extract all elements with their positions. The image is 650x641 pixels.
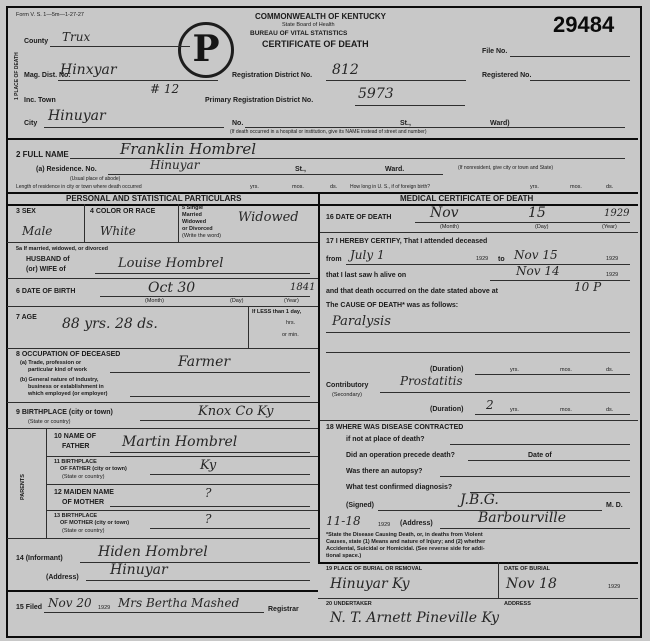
city-ward-label: Ward) <box>490 120 510 127</box>
father-birth-label-2: OF FATHER (city or town) <box>60 466 127 472</box>
last-saw-value: Nov 14 <box>516 264 560 278</box>
burial-year: 1929 <box>608 584 621 590</box>
registered-no-label: Registered No. <box>482 72 532 79</box>
father-label-1: 10 NAME OF <box>54 433 97 440</box>
duration-label-1: (Duration) <box>430 366 464 373</box>
duration-yrs-1: yrs. <box>510 367 519 373</box>
burial-label: 19 PLACE OF BURIAL OR REMOVAL <box>326 566 423 572</box>
signed-address-label: (Address) <box>400 520 433 527</box>
marital-married: Married <box>182 212 202 218</box>
burial-date-value: Nov 18 <box>506 576 557 592</box>
length-ds: ds. <box>330 184 338 190</box>
mag-dist-value: Hinxyar <box>60 62 117 78</box>
mother-value: ? <box>205 486 212 500</box>
secondary-label: (Secondary) <box>332 392 362 398</box>
age-value: 88 yrs. 28 ds. <box>62 316 158 332</box>
informant-label: 14 (Informant) <box>16 555 63 562</box>
signed-value: J.B.G. <box>460 492 499 508</box>
father-birth-value: Ky <box>200 458 217 473</box>
length-mos: mos. <box>292 184 304 190</box>
duration-ds-1: ds. <box>606 367 614 373</box>
date-of-label: Date of <box>528 452 552 459</box>
sex-value: Male <box>22 224 53 238</box>
duration-label-2: (Duration) <box>430 406 464 413</box>
to-label: to <box>498 256 505 263</box>
duration-yrs-2: yrs. <box>510 407 519 413</box>
from-label: from <box>326 256 342 263</box>
length-residence-label: Length of residence in city or town where death occurred <box>16 184 142 190</box>
parents-label: PARENTS <box>20 474 26 500</box>
husband-label-3: (or) WIFE of <box>26 266 66 273</box>
city-value: Hinuyar <box>48 108 106 124</box>
certify-label: 17 I HEREBY CERTIFY, That I attended deceased <box>326 238 488 245</box>
reg-district-value: 812 <box>332 62 359 78</box>
death-month: Nov <box>430 205 459 221</box>
full-name-value: Franklin Hombrel <box>120 140 257 158</box>
mother-birth-value: ? <box>205 512 212 526</box>
county-label: County <box>24 38 49 45</box>
father-birth-label-1: 11 BIRTHPLACE <box>54 459 97 465</box>
length-yrs: yrs. <box>250 184 259 190</box>
file-no-label: File No. <box>482 48 508 55</box>
birth-year-label: (Year) <box>284 298 299 304</box>
marital-value: Widowed <box>238 210 299 225</box>
residence-note: (If nonresident, give city or town and State) <box>458 165 554 171</box>
death-time: 10 P <box>574 280 602 294</box>
min-label: or min. <box>282 332 299 338</box>
hospital-note: (If death occurred in a hospital or institution, give its NAME instead of street and number) <box>230 129 427 135</box>
cause-value: Paralysis <box>332 314 391 329</box>
informant-address-value: Hinuyar <box>110 562 168 578</box>
note-line-1: *State the Disease Causing Death, or, in deaths from Violent <box>326 532 483 538</box>
color-label: 4 COLOR OR RACE <box>90 208 156 215</box>
husband-label-1: 5a If married, widowed, or divorced <box>16 246 108 252</box>
undertaker-label: 20 UNDERTAKER <box>326 601 372 607</box>
registrar-label: Registrar <box>268 606 299 613</box>
undertaker-address-label: ADDRESS <box>504 601 531 607</box>
industry-label-2: business or establishment in <box>28 384 104 390</box>
note-line-2: Causes, state (1) Means and nature of Injury; and (2) whether <box>326 539 486 545</box>
filed-value: Nov 20 <box>48 596 92 610</box>
undertaker-value: N. T. Arnett Pineville Ky <box>330 610 499 626</box>
birth-day-label: (Day) <box>230 298 244 304</box>
duration-mos-1: mos. <box>560 367 572 373</box>
occupation-label-2: (a) Trade, profession or <box>20 360 82 366</box>
husband-value: Louise Hombrel <box>118 256 224 271</box>
residence-ward-label: Ward. <box>385 166 405 173</box>
place-of-death-label: 1 PLACE OF DEATH <box>14 52 20 100</box>
cause-label: The CAUSE OF DEATH* was as follows: <box>326 302 459 309</box>
signed-date: 11-18 <box>326 514 361 528</box>
sex-label: 3 SEX <box>16 208 36 215</box>
mother-birth-label-2: OF MOTHER (city or town) <box>60 520 130 526</box>
header-certificate: CERTIFICATE OF DEATH <box>262 39 369 49</box>
husband-label-2: HUSBAND of <box>26 256 70 263</box>
death-day: 15 <box>528 205 546 221</box>
father-birth-label-3: (State or country) <box>62 474 105 480</box>
burial-value: Hinuyar Ky <box>330 576 410 592</box>
informant-value: Hiden Hombrel <box>98 544 208 560</box>
marital-single: 5 Single <box>182 205 204 211</box>
mother-label-2: OF MOTHER <box>62 499 104 506</box>
death-year-label: (Year) <box>602 224 617 230</box>
city-no-label: No. <box>232 120 244 127</box>
duration-mos-2: mos. <box>560 407 572 413</box>
birth-year: 1841 <box>290 282 316 293</box>
burial-date-label: DATE OF BURIAL <box>504 566 551 572</box>
full-name-label: 2 FULL NAME <box>16 150 69 159</box>
last-saw-year: 1929 <box>606 272 619 278</box>
how-long-yrs: yrs. <box>530 184 539 190</box>
mother-birth-label-3: (State or country) <box>62 528 105 534</box>
mag-dist-label: Mag. Dist. No. <box>24 72 71 79</box>
disease-contracted-label: 18 WHERE WAS DISEASE CONTRACTED <box>326 424 464 431</box>
signed-address-value: Barbourville <box>478 510 567 526</box>
birthplace-label-1: 9 BIRTHPLACE (city or town) <box>16 409 113 416</box>
birth-label: 6 DATE OF BIRTH <box>16 288 76 295</box>
residence-value: Hinuyar <box>150 158 200 172</box>
how-long-label: How long in U. S., if of foreign birth? <box>350 184 431 190</box>
duration-value-2: 2 <box>486 398 494 412</box>
registrar-value: Mrs Bertha Mashed <box>118 596 240 610</box>
mother-label-1: 12 MAIDEN NAME <box>54 489 114 496</box>
signed-label: (Signed) <box>346 502 374 509</box>
death-month-label: (Month) <box>440 224 459 230</box>
marital-widowed: Widowed <box>182 219 207 225</box>
registration-stamp: P <box>178 22 234 78</box>
filed-label: 15 Filed <box>16 604 43 611</box>
if-less-label: If LESS than 1 day, <box>252 309 302 315</box>
county-value: Trux <box>62 30 91 44</box>
md-label: M. D. <box>606 502 623 509</box>
certificate-number: 29484 <box>553 12 615 37</box>
death-year: 1929 <box>604 208 630 219</box>
inc-town-label: Inc. Town <box>24 97 56 104</box>
industry-label-1: (b) General nature of industry, <box>20 377 99 383</box>
informant-address-label: (Address) <box>46 574 79 581</box>
death-occurred-label: and that death occurred on the date stated above at <box>326 288 498 295</box>
city-label: City <box>24 120 38 127</box>
contributory-value: Prostatitis <box>400 374 463 388</box>
from-value: July 1 <box>350 248 385 262</box>
color-value: White <box>100 224 136 238</box>
birthplace-label-2: (State or country) <box>28 419 71 425</box>
header-bureau: BUREAU OF VITAL STATISTICS <box>250 30 348 37</box>
death-day-label: (Day) <box>535 224 549 230</box>
usual-place-note: (Usual place of abode) <box>70 176 121 182</box>
note-line-3: Accidental, Suicidal or Homicidal. (See reverse side for addi- <box>326 546 485 552</box>
city-st-label: St., <box>400 120 411 127</box>
form-line: Form V. S. 1—5m—1-27-27 <box>16 12 84 18</box>
medical-header: MEDICAL CERTIFICATE OF DEATH <box>400 194 534 203</box>
marital-write: (Write the word) <box>182 233 222 239</box>
signed-year: 1929 <box>378 522 391 528</box>
marital-divorced: or Divorced <box>182 226 213 232</box>
extra-mark: # 12 <box>150 82 180 96</box>
note-line-4: tional space.) <box>326 553 362 559</box>
occupation-value: Farmer <box>178 354 231 370</box>
personal-header: PERSONAL AND STATISTICAL PARTICULARS <box>66 194 242 203</box>
mother-birth-label-1: 13 BIRTHPLACE <box>54 513 98 519</box>
to-value: Nov 15 <box>514 248 558 262</box>
hrs-label: hrs. <box>286 320 296 326</box>
to-year: 1929 <box>606 256 619 262</box>
header-board: State Board of Health <box>282 22 335 28</box>
primary-reg-value: 5973 <box>358 86 394 102</box>
birth-value: Oct 30 <box>148 280 196 296</box>
birthplace-value: Knox Co Ky <box>198 404 274 419</box>
last-saw-label: that I last saw h alive on <box>326 272 407 279</box>
residence-label: (a) Residence. No. <box>36 166 97 173</box>
father-label-2: FATHER <box>62 443 90 450</box>
header-commonwealth: COMMONWEALTH OF KENTUCKY <box>255 12 386 21</box>
from-year: 1929 <box>476 256 489 262</box>
primary-reg-label: Primary Registration District No. <box>205 97 314 104</box>
contributory-label: Contributory <box>326 382 369 389</box>
duration-ds-2: ds. <box>606 407 614 413</box>
how-long-ds: ds. <box>606 184 614 190</box>
how-long-mos: mos. <box>570 184 582 190</box>
reg-district-label: Registration District No. <box>232 72 313 79</box>
residence-st-label: St., <box>295 166 306 173</box>
not-place-label: if not at place of death? <box>346 436 425 443</box>
test-label: What test confirmed diagnosis? <box>346 484 453 491</box>
operation-label: Did an operation precede death? <box>346 452 455 459</box>
autopsy-label: Was there an autopsy? <box>346 468 423 475</box>
death-date-label: 16 DATE OF DEATH <box>326 214 392 221</box>
father-value: Martin Hombrel <box>122 434 238 450</box>
age-label: 7 AGE <box>16 314 37 321</box>
occupation-label-1: 8 OCCUPATION OF DECEASED <box>16 351 121 358</box>
occupation-label-3: particular kind of work <box>28 367 87 373</box>
industry-label-3: which employed (or employer) <box>28 391 108 397</box>
birth-month-label: (Month) <box>145 298 164 304</box>
filed-year: 1929 <box>98 605 111 611</box>
